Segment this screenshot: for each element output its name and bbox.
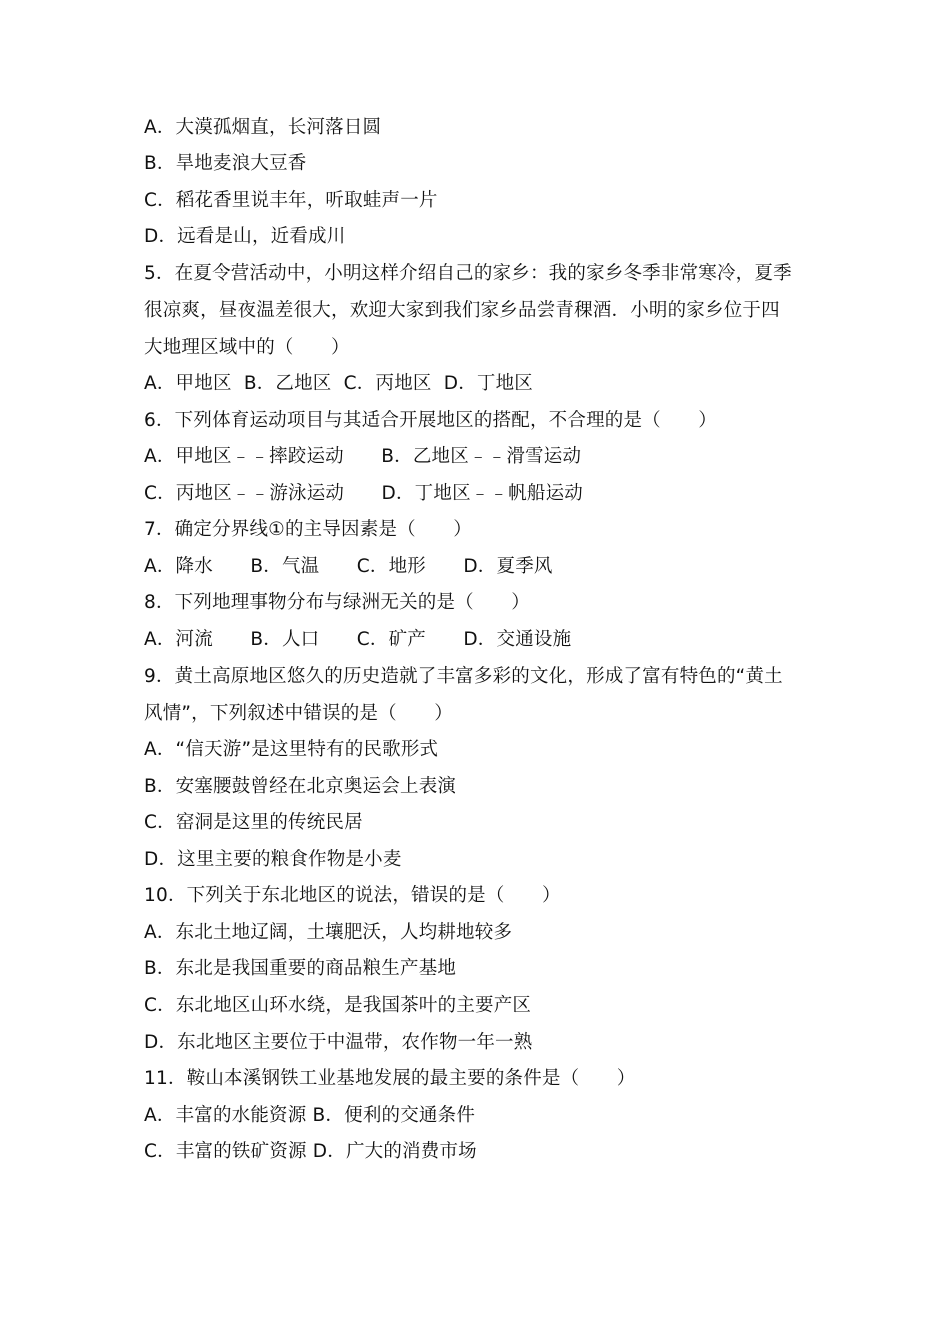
option-line: A．甲地区 B．乙地区 C．丙地区 D．丁地区 <box>144 373 533 394</box>
option-line: B．东北是我国重要的商品粮生产基地 <box>144 958 457 979</box>
option-line: A．“信天游”是这里特有的民歌形式 <box>144 739 439 760</box>
question-line: 8．下列地理事物分布与绿洲无关的是（ ） <box>144 592 530 613</box>
option-line: C．丰富的铁矿资源 D．广大的消费市场 <box>144 1141 477 1162</box>
question-line: 5．在夏令营活动中，小明这样介绍自己的家乡：我的家乡冬季非常寒冷，夏季 <box>144 263 792 284</box>
option-line: A．河流 B．人口 C．矿产 D．交通设施 <box>144 629 572 650</box>
question-line: 10．下列关于东北地区的说法，错误的是（ ） <box>144 885 561 906</box>
option-line: C．东北地区山环水绕，是我国茶叶的主要产区 <box>144 995 532 1016</box>
option-line: A．大漠孤烟直，长河落日圆 <box>144 117 382 138</box>
option-line: D．远看是山，近看成川 <box>144 226 346 247</box>
option-line: A．降水 B．气温 C．地形 D．夏季风 <box>144 556 553 577</box>
option-line: A．东北土地辽阔，土壤肥沃，人均耕地较多 <box>144 922 513 943</box>
question-line: 7．确定分界线①的主导因素是（ ） <box>144 519 472 540</box>
question-line: 6．下列体育运动项目与其适合开展地区的搭配，不合理的是（ ） <box>144 410 717 431</box>
option-line: B．旱地麦浪大豆香 <box>144 153 307 174</box>
option-line: C．稻花香里说丰年，听取蛙声一片 <box>144 190 438 211</box>
option-line: A．丰富的水能资源 B．便利的交通条件 <box>144 1105 476 1126</box>
option-line: C．窑洞是这里的传统民居 <box>144 812 363 833</box>
question-line: 大地理区域中的（ ） <box>144 337 350 358</box>
option-line: B．安塞腰鼓曾经在北京奥运会上表演 <box>144 776 457 797</box>
question-line: 9．黄土高原地区悠久的历史造就了丰富多彩的文化，形成了富有特色的“黄土 <box>144 666 783 687</box>
question-line: 风情”，下列叙述中错误的是（ ） <box>144 703 453 724</box>
option-line: D．这里主要的粮食作物是小麦 <box>144 849 402 870</box>
question-line: 很凉爽，昼夜温差很大，欢迎大家到我们家乡品尝青稞酒．小明的家乡位于四 <box>144 300 780 321</box>
option-line: D．东北地区主要位于中温带，农作物一年一熟 <box>144 1032 533 1053</box>
option-line: A．甲地区﹣﹣摔跤运动 B．乙地区﹣﹣滑雪运动 <box>144 446 582 467</box>
option-line: C．丙地区﹣﹣游泳运动 D．丁地区﹣﹣帆船运动 <box>144 483 583 504</box>
question-line: 11．鞍山本溪钢铁工业基地发展的最主要的条件是（ ） <box>144 1068 636 1089</box>
